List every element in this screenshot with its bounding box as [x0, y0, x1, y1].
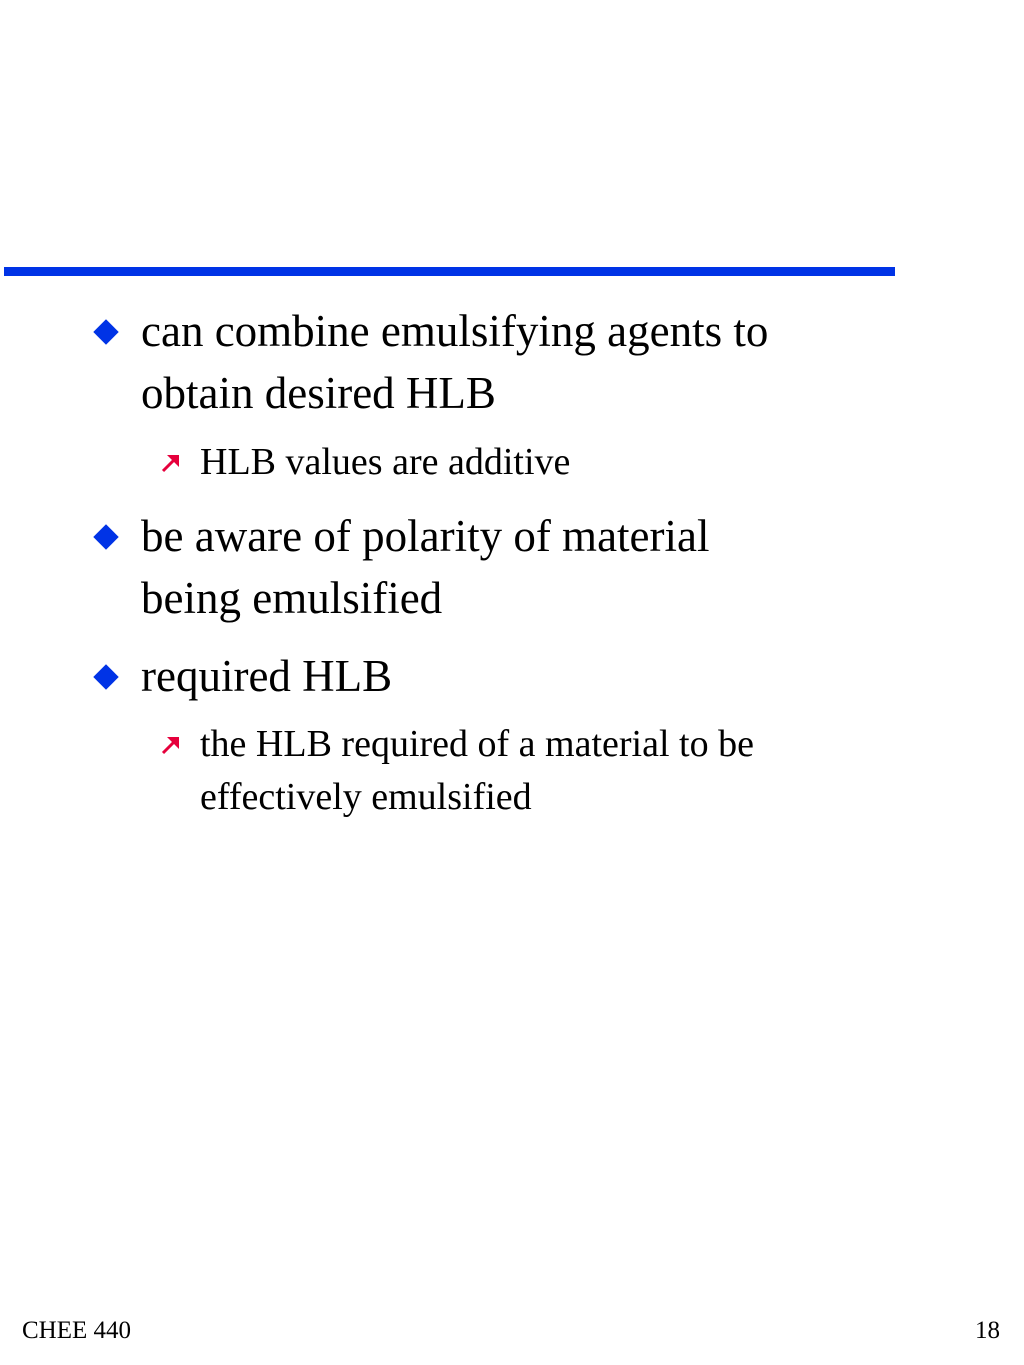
arrow-bullet-icon: [158, 450, 184, 476]
diamond-bullet-icon: [92, 318, 120, 346]
footer-page-number: 18: [975, 1317, 1000, 1344]
bullet-text: required HLB: [141, 651, 393, 701]
title-rule-divider: [4, 267, 895, 276]
arrow-bullet-icon: [158, 732, 184, 758]
bullet-item: [92, 505, 892, 629]
footer-course-label: CHEE 440: [22, 1317, 132, 1344]
sub-bullet-item: [158, 718, 888, 824]
diamond-bullet-icon: [92, 663, 120, 691]
bullet-item: [92, 300, 892, 424]
bullet-text: be aware of polarity of material being emulsified: [141, 511, 710, 623]
sub-bullet-text: HLB values are additive: [200, 441, 571, 483]
diamond-bullet-icon: [92, 523, 120, 551]
sub-bullet-text: the HLB required of a material to be effectively emulsified: [200, 723, 754, 818]
sub-bullet-item: [158, 436, 888, 489]
bullet-item: [92, 645, 892, 707]
bullet-text: can combine emulsifying agents to obtain desired HLB: [141, 306, 769, 418]
